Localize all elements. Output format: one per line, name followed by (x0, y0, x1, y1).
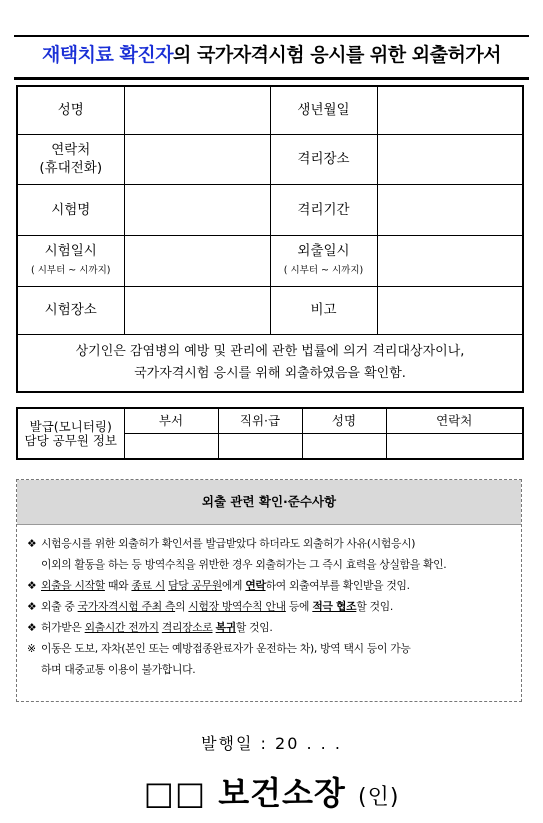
text-start-outing: 외출을 시작할 (41, 579, 105, 592)
quarantine-period-field[interactable] (377, 184, 523, 235)
staff-position-field[interactable] (218, 434, 302, 460)
notice-heading: 외출 관련 확인·준수사항 (17, 480, 521, 525)
text-exam-guidelines: 시험장 방역수칙 안내 (188, 600, 286, 613)
exam-datetime-label-main: 시험일시 (44, 242, 97, 259)
text-fragment: 허가받은 (41, 621, 85, 634)
text-outing-time: 외출시간 전까지 (84, 621, 159, 634)
outing-datetime-field[interactable] (377, 235, 523, 286)
notice-note-line-1: 이동은 도보, 자차(본인 또는 예방접종완료자가 운전하는 차), 방역 택시 등이 가능 (41, 642, 411, 655)
issue-date: 발행일 : 20 . . . (201, 734, 342, 753)
staff-department-field[interactable] (124, 434, 218, 460)
contact-label-main: 연락처 (51, 142, 91, 158)
diamond-bullet-icon: ❖ (27, 600, 37, 613)
page-title (14, 40, 529, 67)
title-rule (14, 77, 529, 80)
staff-contact-field[interactable] (386, 434, 523, 460)
text-cooperate-emphasis: 적극 협조 (312, 600, 357, 613)
remarks-field[interactable] (377, 286, 523, 334)
applicant-info-table (16, 85, 524, 393)
staff-header-name: 성명 (302, 408, 386, 434)
issuer (0, 768, 543, 814)
staff-label-2: 담당 공무원 정보 (24, 432, 117, 448)
remarks-label: 비고 (270, 286, 377, 334)
notice-item-1 (27, 533, 513, 575)
text-officer: 담당 공무원 (168, 579, 222, 592)
text-fragment: 때와 (104, 579, 132, 592)
title-rest: 의 국가자격시험 응시를 위한 외출허가서 (173, 44, 502, 66)
exam-name-field[interactable] (124, 184, 270, 235)
text-contact-emphasis: 연락 (245, 579, 266, 592)
text-fragment: 에게 (221, 579, 246, 592)
exam-place-label: 시험장소 (17, 286, 124, 334)
diamond-bullet-icon: ❖ (27, 537, 37, 550)
text-return-emphasis: 복귀 (215, 621, 236, 634)
reference-mark-icon: ※ (27, 642, 36, 655)
text-exam-host: 국가자격시험 주최 측 (77, 600, 176, 613)
diamond-bullet-icon: ❖ (27, 579, 37, 592)
name-field[interactable] (124, 86, 270, 134)
text-fragment: 할 것임. (235, 621, 273, 634)
staff-header-contact: 연락처 (386, 408, 523, 434)
notice-list (17, 525, 521, 680)
staff-info-table (16, 407, 524, 460)
text-fragment: 외출 중 (41, 600, 78, 613)
quarantine-period-label: 격리기간 (270, 184, 377, 235)
staff-name-field[interactable] (302, 434, 386, 460)
text-end-time: 종료 시 (131, 579, 165, 592)
title-highlight: 재택치료 확진자 (41, 44, 174, 66)
text-fragment: 하여 외출여부를 확인받을 것임. (265, 579, 410, 592)
staff-label-1: 발급(모니터링) (29, 418, 112, 434)
text-fragment: 등에 (285, 600, 313, 613)
notice-item-3 (27, 596, 513, 617)
certification-line-2: 국가자격시험 응시를 위해 외출하였음을 확인함. (134, 365, 406, 381)
exam-name-label: 시험명 (17, 184, 124, 235)
notice-item-2 (27, 575, 513, 596)
text-quarantine-place: 격리장소로 (161, 621, 213, 634)
staff-label (17, 408, 124, 459)
exam-datetime-label-sub: ( 시부터 ~ 시까지) (31, 264, 111, 276)
birth-label: 생년월일 (270, 86, 377, 134)
notice-item-1-line-2: 이외의 활동을 하는 등 방역수칙을 위반한 경우 외출허가는 그 즉시 효력을 상실함을 확인. (41, 558, 447, 571)
outing-datetime-label-main: 외출일시 (297, 242, 350, 259)
certification-line-1: 상기인은 감염병의 예방 및 관리에 관한 법률에 의거 격리대상자이나, (75, 343, 465, 359)
contact-field[interactable] (124, 134, 270, 184)
notice-item-4 (27, 617, 513, 638)
staff-header-position: 직위·급 (218, 408, 302, 434)
staff-header-department: 부서 (124, 408, 218, 434)
exam-datetime-label (17, 235, 124, 286)
notice-note-line-2: 하며 대중교통 이용이 불가합니다. (41, 663, 196, 676)
diamond-bullet-icon: ❖ (27, 621, 37, 634)
notice-box (16, 479, 522, 702)
exam-datetime-field[interactable] (124, 235, 270, 286)
text-fragment: 의 (175, 600, 189, 613)
issuer-name: □□ 보건소장 (143, 774, 346, 812)
outing-datetime-label-sub: ( 시부터 ~ 시까지) (283, 264, 364, 276)
outing-datetime-label (270, 235, 377, 286)
contact-label (17, 134, 124, 184)
birth-field[interactable] (377, 86, 523, 134)
name-label: 성명 (17, 86, 124, 134)
exam-place-field[interactable] (124, 286, 270, 334)
seal-mark: (인) (357, 785, 400, 810)
quarantine-place-field[interactable] (377, 134, 523, 184)
contact-label-sub: (휴대전화) (39, 160, 103, 176)
notice-item-1-line-1: 시험응시를 위한 외출허가 확인서를 발급받았다 하더라도 외출허가 사유(시험응시) (41, 537, 416, 550)
quarantine-place-label: 격리장소 (270, 134, 377, 184)
notice-note (27, 638, 513, 680)
top-rule (14, 35, 529, 37)
text-fragment: 할 것임. (356, 600, 393, 613)
certification-statement (17, 334, 523, 392)
